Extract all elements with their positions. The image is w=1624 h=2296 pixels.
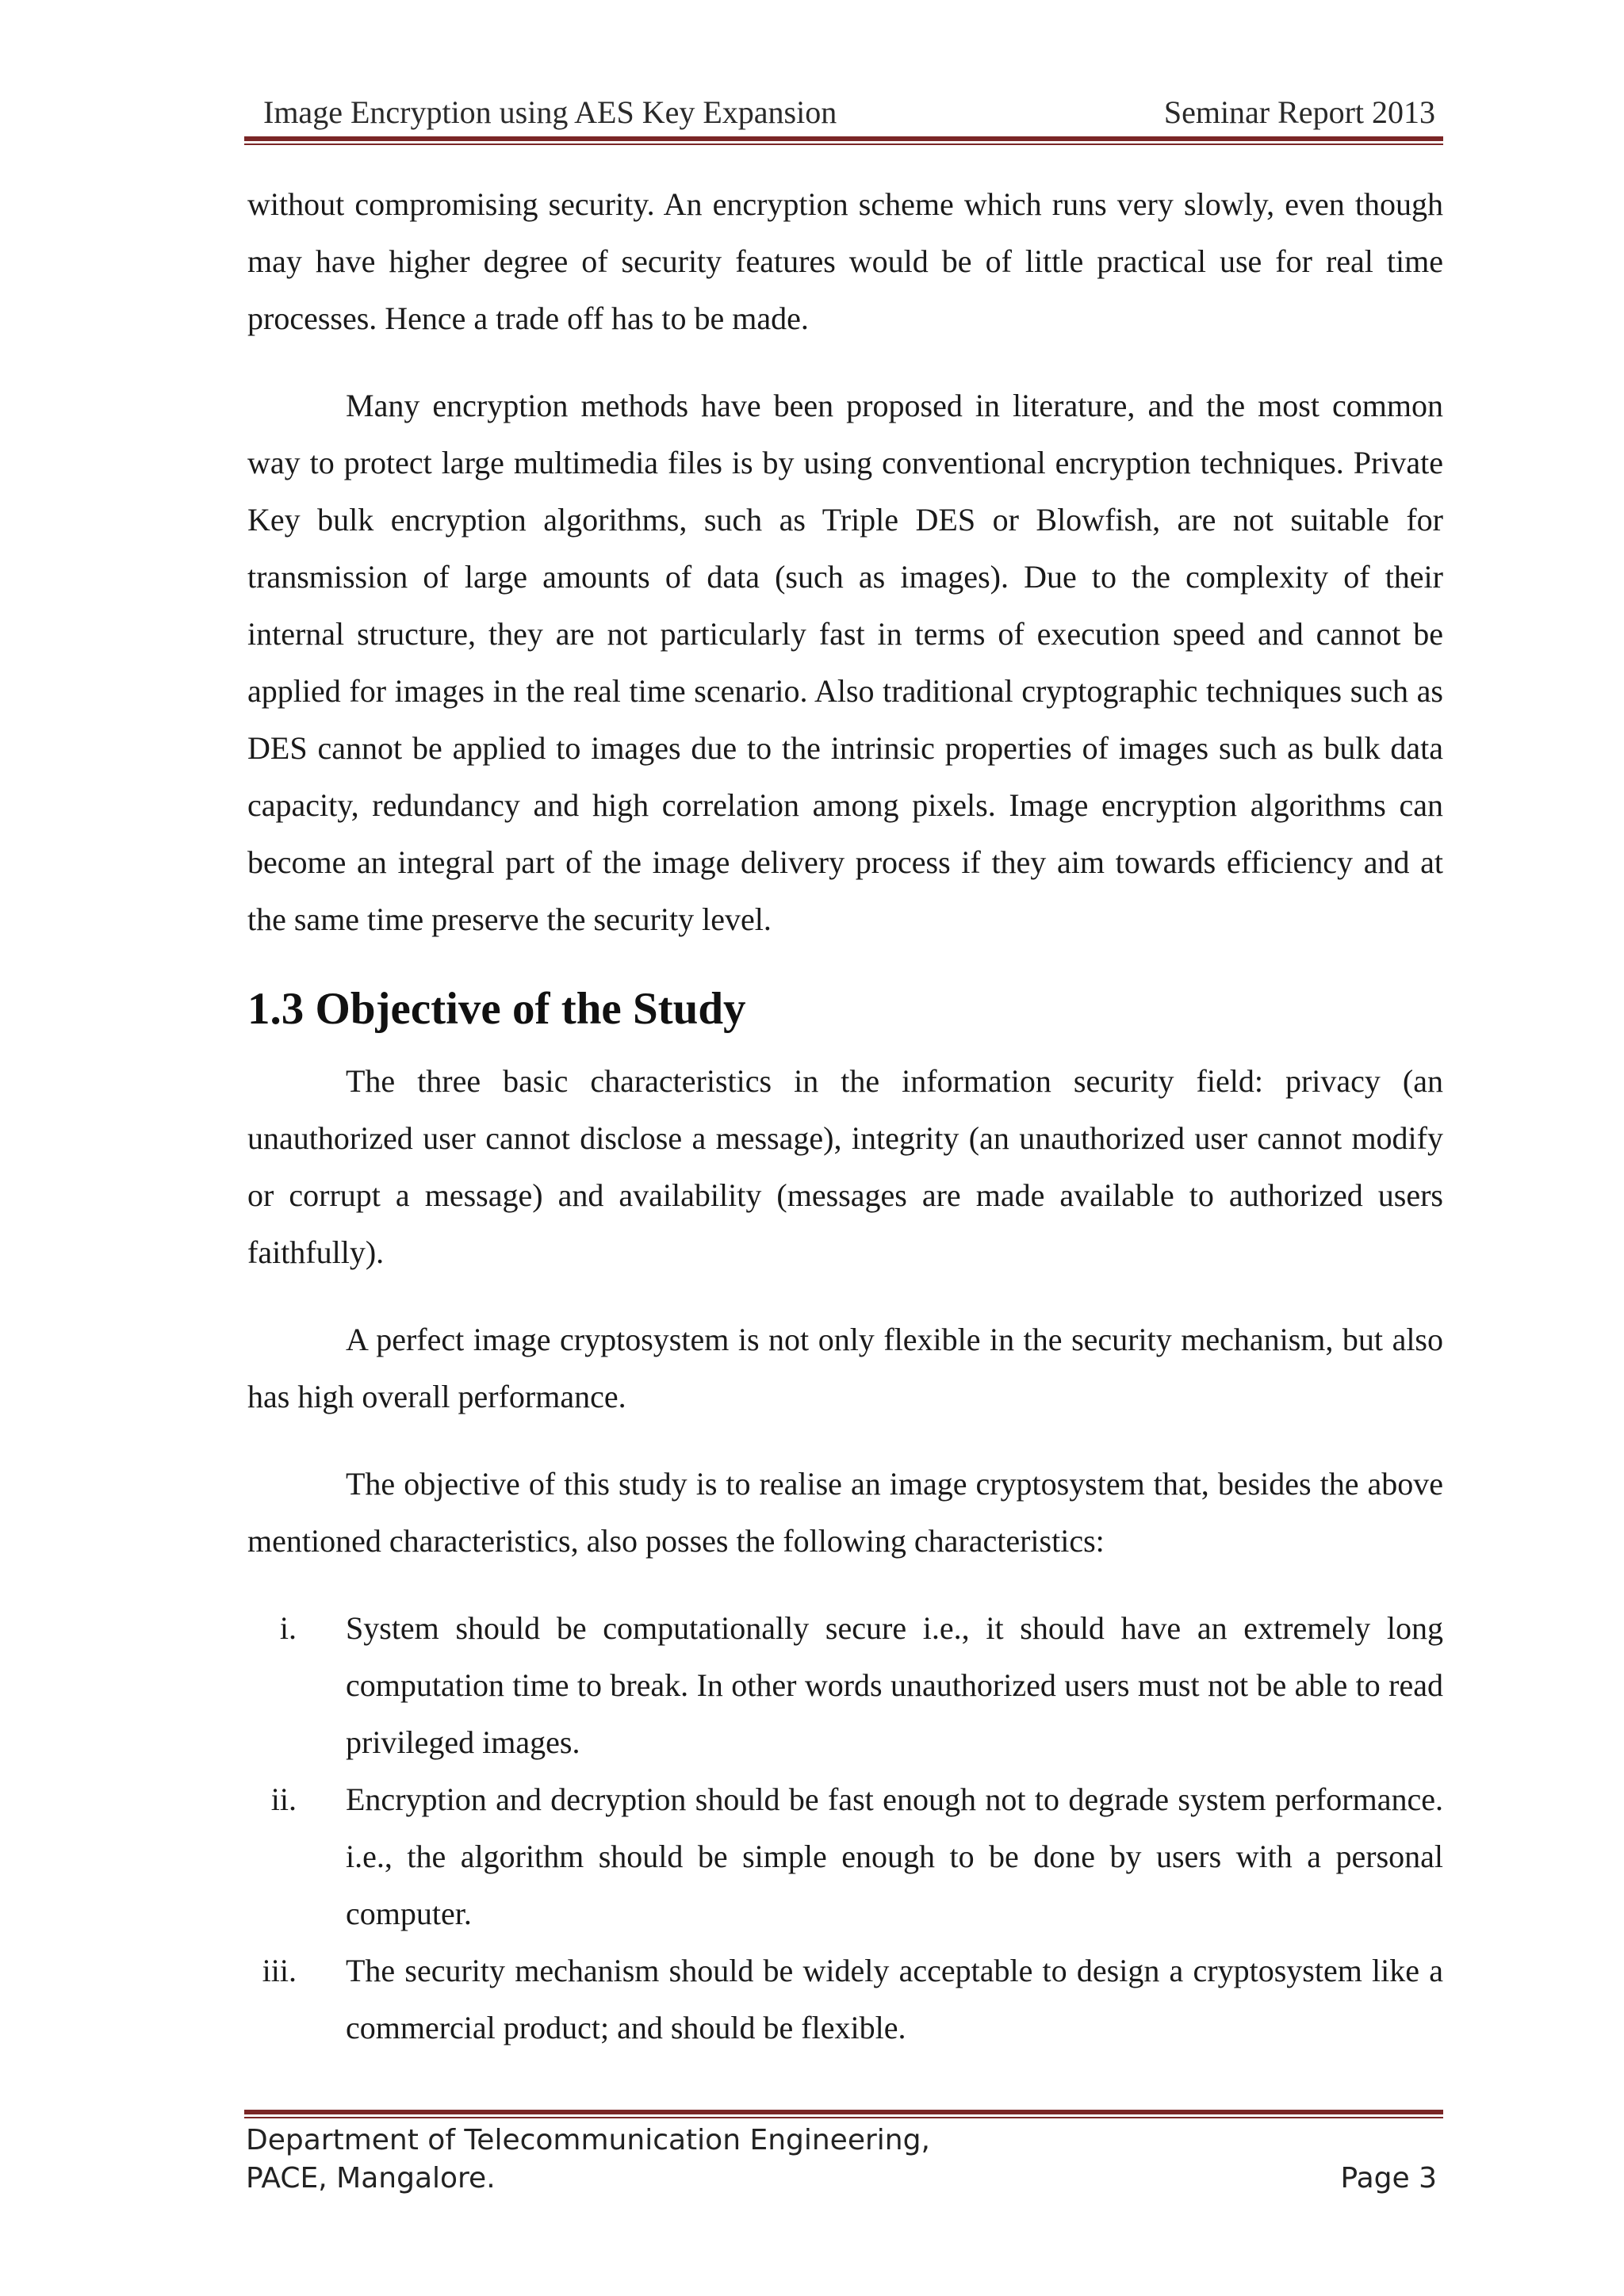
page-number: Page 3 [1340,2162,1437,2195]
list-item-number: ii. [270,1781,297,1817]
page-footer [246,2122,1443,2198]
footer-rule [244,2110,1443,2119]
footer-rule-thin [244,2117,1443,2118]
header-rule-thin [244,144,1443,145]
page-header [262,89,1443,136]
objectives-list [247,1600,1443,2057]
list-item-text: Encryption and decryption should be fast enough not to degrade system performance. i.e., the algorithm should be simple enough to be done by users with a personal computer. [346,1781,1443,1931]
list-item-number: i. [279,1610,297,1646]
list-item-number: iii. [262,1953,297,1988]
report-title: Image Encryption using AES Key Expansion [263,94,837,130]
page-body [247,176,1443,2057]
section-heading: 1.3 Objective of the Study [247,984,746,1034]
report-label: Seminar Report 2013 [1163,94,1435,130]
footer-institution: PACE, Mangalore. [246,2162,496,2195]
header-rule [244,136,1443,146]
list-item [247,1600,1443,1771]
footer-rule-thick [244,2110,1443,2114]
paragraph-characteristics: The three basic characteristics in the information security field: privacy (an unauthorized user cannot disclose a message), integrity (an unauthorized user cannot modify or corrupt a message) and availability (messages are made available to authorized users faithfully). [247,1063,1443,1270]
header-rule-thick [244,136,1443,141]
paragraph-perfect-cryptosystem: A perfect image cryptosystem is not only flexible in the security mechanism, but also has high overall performance. [247,1322,1443,1414]
list-item-text: The security mechanism should be widely acceptable to design a cryptosystem like a commercial product; and should be flexible. [346,1953,1443,2045]
paragraph-continuation: without compromising security. An encryption scheme which runs very slowly, even though may have higher degree of security features would be of little practical use for real time processes. Hence a trade off has to be made. [247,186,1443,336]
paragraph-encryption-methods: Many encryption methods have been proposed in literature, and the most common way to protect large multimedia files is by using conventional encryption techniques. Private Key bulk encryption algorithms, such as Triple DES or Blowfish, are not suitable for transmission of large amounts of data (such as images). Due to the complexity of their internal structure, they are not particularly fast in terms of execution speed and cannot be applied for images in the real time scenario. Also traditional cryptographic techniques such as DES cannot be applied to images due to the intrinsic properties of images such as bulk data capacity, redundancy and high correlation among pixels. Image encryption algorithms can become an integral part of the image delivery process if they aim towards efficiency and at the same time preserve the security level. [247,388,1443,937]
footer-department: Department of Telecommunication Engineering, [246,2124,930,2156]
list-item [247,1771,1443,1942]
list-item-text: System should be computationally secure i.e., it should have an extremely long computation time to break. In other words unauthorized users must not be able to read privileged images. [346,1610,1443,1760]
paragraph-objective: The objective of this study is to realise an image cryptosystem that, besides the above mentioned characteristics, also posses the following characteristics: [247,1466,1443,1559]
list-item [247,1942,1443,2057]
